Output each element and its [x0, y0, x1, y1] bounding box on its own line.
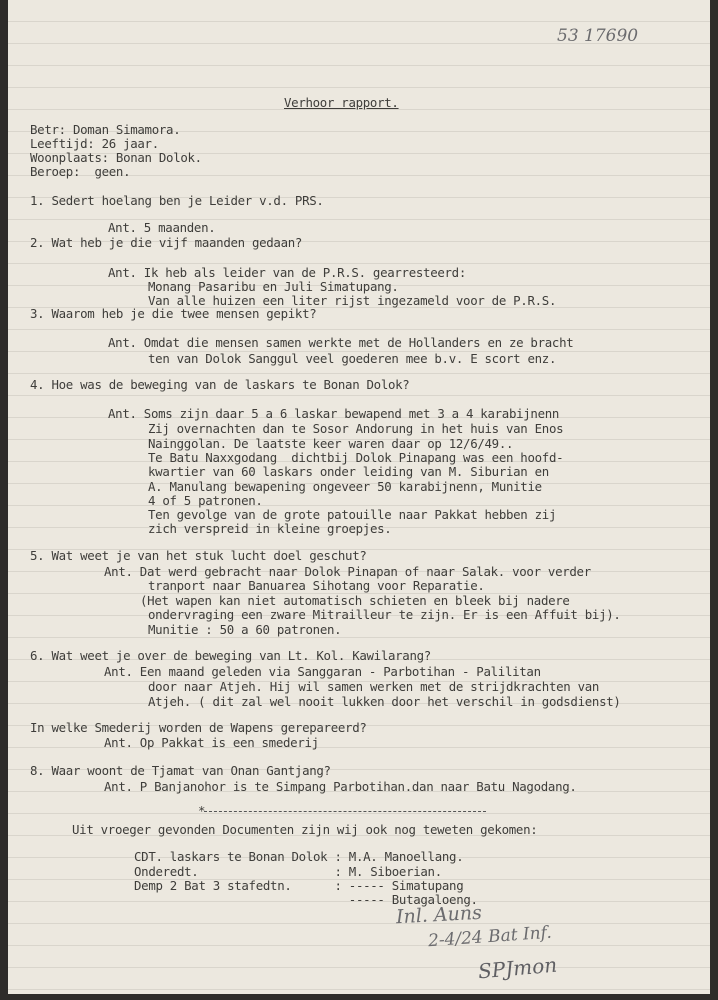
header-subject: Betr: Doman Simamora.: [30, 122, 181, 137]
question-1: 1. Sedert hoelang ben je Leider v.d. PRS.: [30, 193, 324, 208]
document-page: [8, 0, 710, 994]
answer-2-line: Ant. Ik heb als leider van de P.R.S. gearresteerd:: [108, 265, 466, 280]
answer-4-line: A. Manulang bewapening ongeveer 50 karabijnenn, Munitie: [148, 479, 542, 494]
footer-row: Onderedt. : M. Siboerian.: [134, 864, 442, 879]
question-2: 2. Wat heb je die vijf maanden gedaan?: [30, 235, 303, 250]
answer-4-line: Ant. Soms zijn daar 5 a 6 laskar bewapend met 3 a 4 karabijnenn: [108, 406, 560, 421]
question-5: 5. Wat weet je van het stuk lucht doel geschut?: [30, 548, 367, 563]
answer-4-line: Nainggolan. De laatste keer waren daar op 12/6/49..: [148, 436, 514, 451]
footer-row: ----- Butagaloeng.: [134, 892, 478, 907]
answer-4-line: zich verspreid in kleine groepjes.: [148, 521, 392, 536]
answer-5-line: Ant. Dat werd gebracht naar Dolok Pinapan of naar Salak. voor verder: [104, 564, 591, 579]
answer-1: Ant. 5 maanden.: [108, 220, 216, 235]
answer-4-line: Zij overnachten dan te Sosor Andorung in het huis van Enos: [148, 421, 564, 436]
answer-2-line: Monang Pasaribu en Juli Simatupang.: [148, 279, 399, 294]
document-title: Verhoor rapport.: [284, 95, 399, 110]
answer-5-line: (Het wapen kan niet automatisch schieten en bleek bij nadere: [140, 593, 570, 608]
answer-2-line: Van alle huizen een liter rijst ingezameld voor de P.R.S.: [148, 293, 557, 308]
answer-6-line: Atjeh. ( dit zal wel nooit lukken door het verschil in godsdienst): [148, 694, 621, 709]
question-8: 8. Waar woont de Tjamat van Onan Gantjang?: [30, 763, 331, 778]
handwritten-note-2: 2-4/24 Bat Inf.: [427, 922, 553, 952]
answer-4-line: 4 of 5 patronen.: [148, 493, 263, 508]
answer-5-line: Munitie : 50 a 60 patronen.: [148, 622, 342, 637]
handwritten-note-1: Inl. Auns: [395, 901, 483, 929]
footer-row: CDT. laskars te Bonan Dolok : M.A. Manoellang.: [134, 849, 464, 864]
question-6: 6. Wat weet je over de beweging van Lt. Kol. Kawilarang?: [30, 648, 431, 663]
archive-reference: 53 17690: [557, 26, 639, 46]
answer-5-line: tranport naar Banuarea Sihotang voor Reparatie.: [148, 578, 485, 593]
footer-row: Demp 2 Bat 3 stafedtn. : ----- Simatupang: [134, 878, 464, 893]
signature: SPJmon: [477, 952, 558, 984]
header-occupation: Beroep: geen.: [30, 164, 131, 179]
answer-4-line: Ten gevolge van de grote patouille naar Pakkat hebben zij: [148, 507, 557, 522]
answer-5-line: ondervraging een zware Mitrailleur te zijn. Er is een Affuit bij).: [148, 607, 621, 622]
header-age: Leeftijd: 26 jaar.: [30, 136, 159, 151]
answer-4-line: Te Batu Naxxgodang dichtbij Dolok Pinapang was een hoofd-: [148, 450, 564, 465]
answer-4-line: kwartier van 60 laskars onder leiding van M. Siburian en: [148, 464, 549, 479]
separator-line: [204, 811, 486, 812]
answer-8: Ant. P Banjanohor is te Simpang Parbotihan.dan naar Batu Nagodang.: [104, 779, 577, 794]
answer-6-line: Ant. Een maand geleden via Sanggaran - Parbotihan - Palilitan: [104, 664, 541, 679]
question-4: 4. Hoe was de beweging van de laskars te Bonan Dolok?: [30, 377, 410, 392]
question-3: 3. Waarom heb je die twee mensen gepikt?: [30, 306, 317, 321]
question-7: In welke Smederij worden de Wapens gerepareerd?: [30, 720, 367, 735]
header-residence: Woonplaats: Bonan Dolok.: [30, 150, 202, 165]
answer-6-line: door naar Atjeh. Hij wil samen werken met de strijdkrachten van: [148, 679, 600, 694]
separator-mark: *: [198, 803, 206, 818]
answer-3-line: ten van Dolok Sanggul veel goederen mee b.v. E scort enz.: [148, 351, 557, 366]
answer-3-line: Ant. Omdat die mensen samen werkte met de Hollanders en ze bracht: [108, 335, 574, 350]
footer-intro: Uit vroeger gevonden Documenten zijn wij ook nog teweten gekomen:: [72, 822, 538, 837]
answer-7: Ant. Op Pakkat is een smederij: [104, 735, 319, 750]
